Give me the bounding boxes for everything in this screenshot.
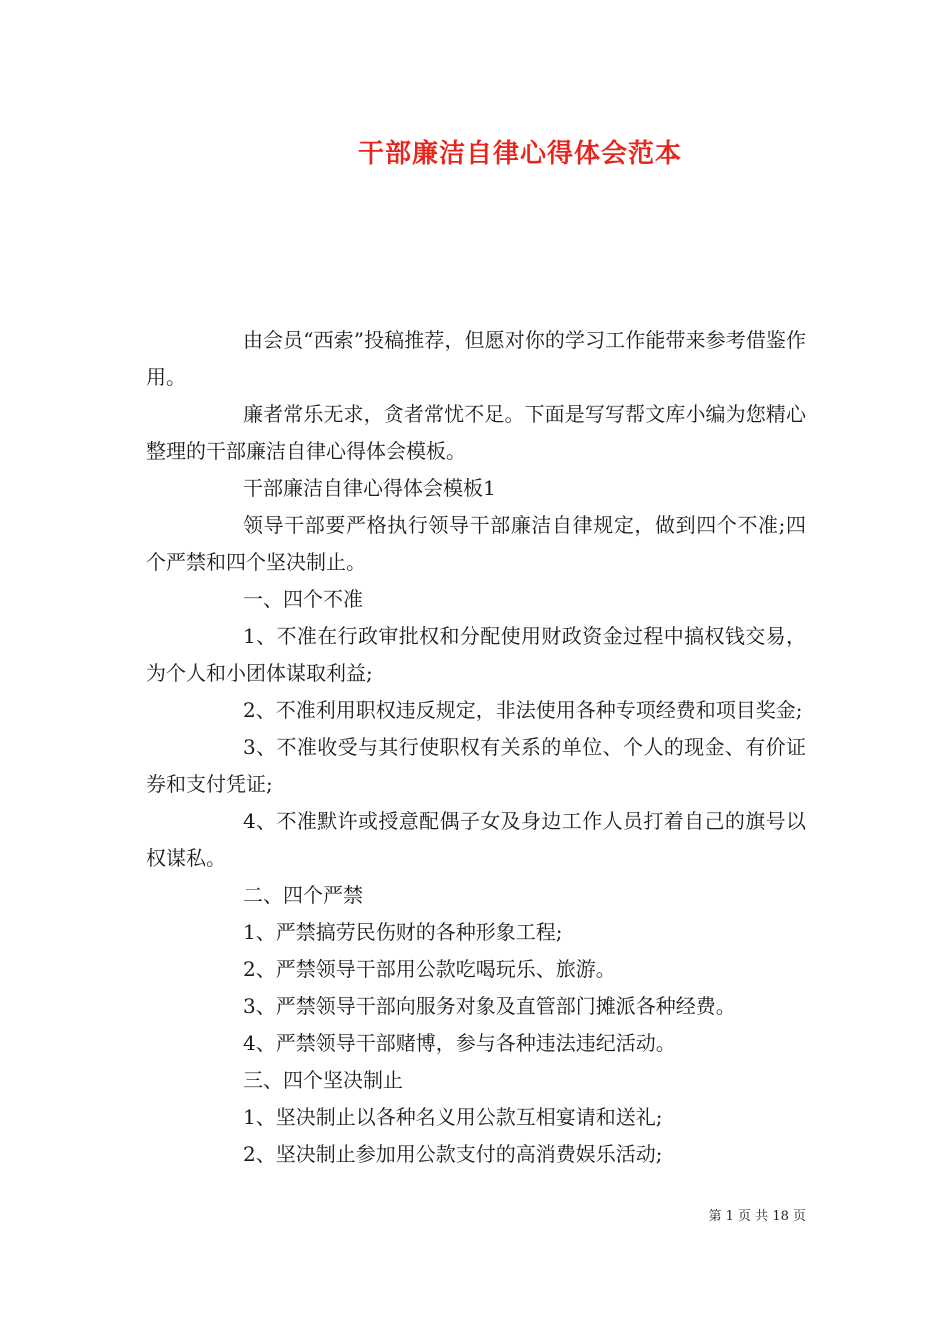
paragraph-6: 1、不准在行政审批权和分配使用财政资金过程中搞权钱交易，为个人和小团体谋取利益; bbox=[146, 624, 806, 685]
paragraph-3: 干部廉洁自律心得体会模板1 bbox=[243, 476, 496, 500]
section-heading-2: 二、四个严禁 bbox=[243, 883, 363, 907]
paragraph-4: 领导干部要严格执行领导干部廉洁自律规定，做到四个不准;四个严禁和四个坚决制止。 bbox=[146, 513, 806, 574]
paragraph-7: 2、不准利用职权违反规定，非法使用各种专项经费和项目奖金; bbox=[243, 698, 803, 722]
paragraph-16: 1、坚决制止以各种名义用公款互相宴请和送礼; bbox=[243, 1105, 663, 1129]
paragraph-1: 由会员“西索”投稿推荐，但愿对你的学习工作能带来参考借鉴作用。 bbox=[146, 328, 806, 389]
paragraph-2: 廉者常乐无求，贪者常忧不足。下面是写写帮文库小编为您精心整理的干部廉洁自律心得体会模板。 bbox=[146, 402, 806, 463]
paragraph-13: 3、严禁领导干部向服务对象及直管部门摊派各种经费。 bbox=[243, 994, 736, 1018]
page-number-footer: 第 1 页 共 18 页 bbox=[708, 1209, 806, 1224]
paragraph-8: 3、不准收受与其行使职权有关系的单位、个人的现金、有价证券和支付凭证; bbox=[146, 735, 806, 796]
section-heading-1: 一、四个不准 bbox=[243, 587, 363, 611]
paragraph-9: 4、不准默许或授意配偶子女及身边工作人员打着自己的旗号以权谋私。 bbox=[146, 809, 806, 870]
section-heading-3: 三、四个坚决制止 bbox=[243, 1068, 403, 1092]
paragraph-12: 2、严禁领导干部用公款吃喝玩乐、旅游。 bbox=[243, 957, 616, 981]
paragraph-14: 4、严禁领导干部赌博，参与各种违法违纪活动。 bbox=[243, 1031, 676, 1055]
paragraph-11: 1、严禁搞劳民伤财的各种形象工程; bbox=[243, 920, 563, 944]
document-body bbox=[146, 322, 806, 1173]
document-title: 干部廉洁自律心得体会范本 bbox=[357, 139, 682, 169]
paragraph-17: 2、坚决制止参加用公款支付的高消费娱乐活动; bbox=[243, 1142, 663, 1166]
